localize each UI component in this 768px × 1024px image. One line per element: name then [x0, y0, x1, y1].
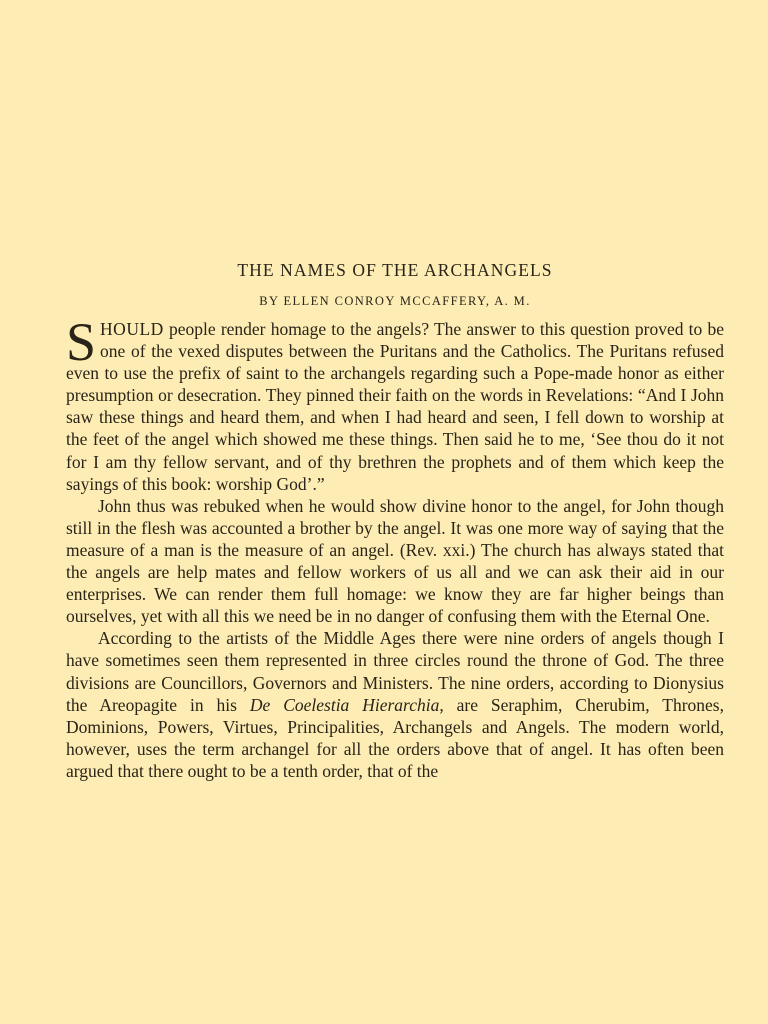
paragraph-1-text: people render homage to the angels? The answer to this question proved to be one of the vexed disputes between the Puritans and the Catholics. The Puritans refused even to use the prefix of saint to the archangels regarding such a Pope-made honor as either presumption or desecration. They pinned their faith on the words in Revelations: “And I John saw these things and heard them, and when I had heard and seen, I fell down to worship at the feet of the angel which showed me these things. Then said he to me, ‘See thou do it not for I am thy fellow servant, and of thy brethren the prophets and of them which keep the sayings of this book: worship God’.” [66, 319, 724, 494]
paragraph-1 [66, 312, 724, 495]
book-title-italic: De Coelestia Hierarchia, [249, 694, 444, 715]
paragraph-3 [66, 627, 724, 782]
drop-cap: S [66, 312, 97, 372]
paragraph-2-text: John thus was rebuked when he would show divine honor to the angel, for John though still in the flesh was accounted a brother by the angel. It was one more way of saying that the measure of a man is the measure of an angel. (Rev. xxi.) The church has always stated that the angels are help mates and fellow workers of us all and we can ask their aid in our enterprises. We can render them full homage: we know they are far higher beings than ourselves, yet with all this we need be in no danger of confusing them with the Eternal One. [66, 495, 724, 627]
paragraph-2 [66, 495, 724, 628]
paragraph-3-text-before: According to the artists of the Middle Ages there were nine orders of angels though I have sometimes seen them represented in three circles round the throne of God. The three divisions are Councillors, Governors and Ministers. The nine orders, according to Dionysius the Areopagite in his [66, 628, 724, 715]
document-page [66, 258, 724, 782]
paragraph-lead-word: HOULD [100, 319, 164, 339]
paragraph-3-text-after: are Seraphim, Cherubim, Thrones, Dominions, Powers, Virtues, Principalities, Archangels and Angels. The modern world, however, uses the term archangel for all the orders above that of angel. It has often been argued that there ought to be a tenth order, that of the [66, 694, 724, 781]
article-title: THE NAMES OF THE ARCHANGELS [237, 260, 553, 280]
article-byline: BY ELLEN CONROY MCCAFFERY, A. M. [259, 294, 531, 308]
article-body [66, 312, 724, 782]
